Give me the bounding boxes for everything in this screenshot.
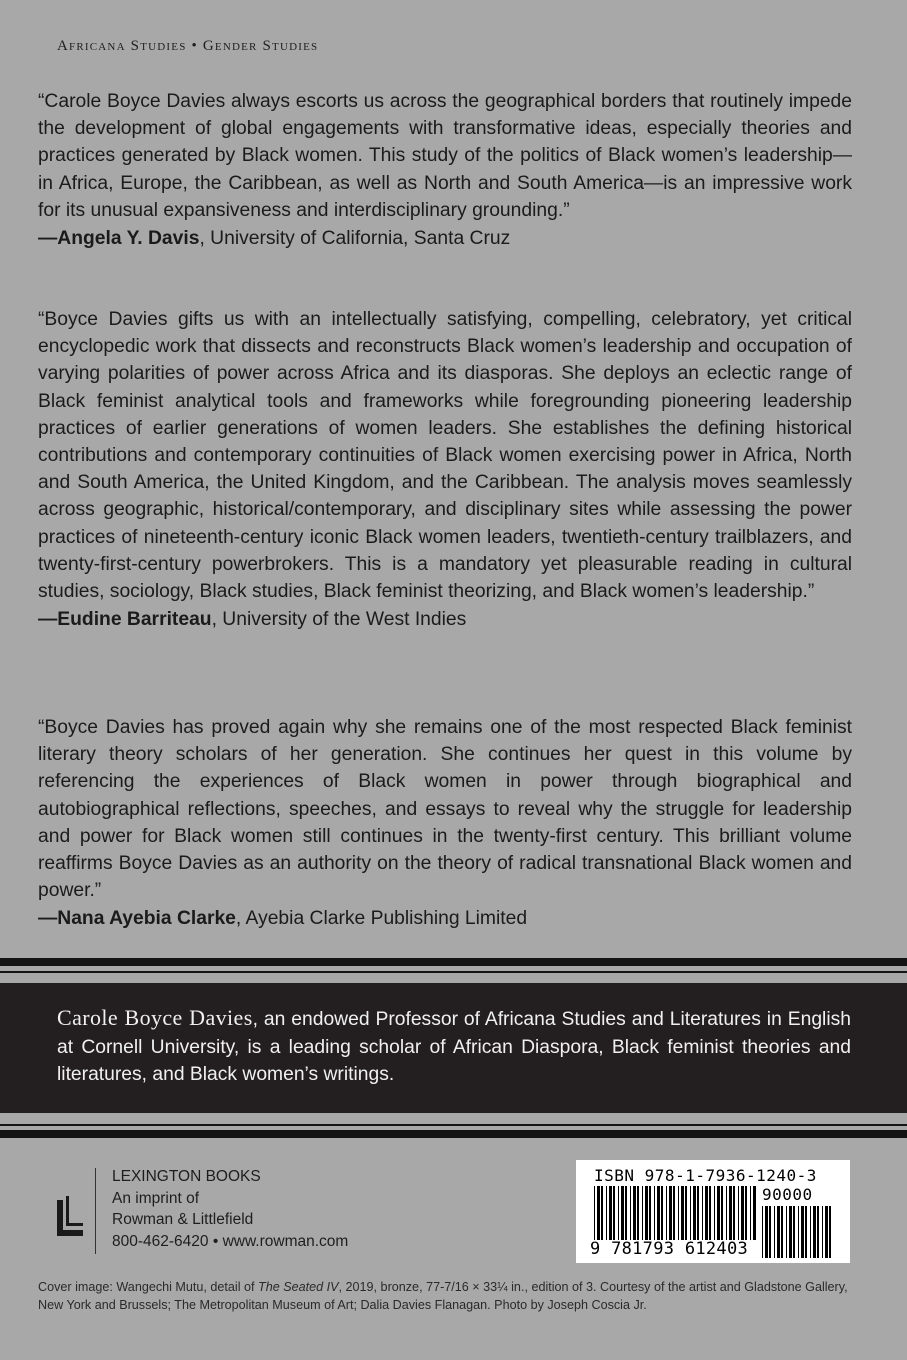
barcode-bar bbox=[666, 1186, 667, 1240]
addon-barcode-bar bbox=[817, 1206, 819, 1258]
author-bio bbox=[57, 1004, 851, 1089]
barcode-bar bbox=[621, 1186, 624, 1240]
blurb-angela-davis bbox=[38, 88, 852, 252]
barcode-bar bbox=[642, 1186, 643, 1240]
addon-barcode-bar bbox=[793, 1206, 795, 1258]
barcode-bar bbox=[709, 1186, 711, 1240]
blurb-text: “Carole Boyce Davies always escorts us across the geographical borders that routinely impede the development of global engagements with transformative ideas, especially theories and practices generated by Black women. This study of the politics of Black women’s leadership—in Africa, Europe, the Caribbean, as well as North and South America—is an impressive work for its unusual expansiveness and interdisciplinary grounding.” bbox=[38, 91, 852, 221]
ean-digits: 9 781793 612403 bbox=[590, 1239, 749, 1259]
barcode-bar bbox=[645, 1186, 648, 1240]
addon-barcode-bar bbox=[825, 1206, 828, 1258]
credit-artwork-title: The Seated IV bbox=[258, 1280, 339, 1294]
barcode-bar bbox=[717, 1186, 720, 1240]
addon-barcode-bar bbox=[805, 1206, 807, 1258]
barcode-bar bbox=[609, 1186, 612, 1240]
barcode-bar bbox=[625, 1186, 627, 1240]
addon-barcode-bar bbox=[781, 1206, 783, 1258]
barcode-bar bbox=[729, 1186, 732, 1240]
barcode-bar bbox=[601, 1186, 603, 1240]
barcode-bar bbox=[705, 1186, 708, 1240]
isbn-barcode bbox=[576, 1160, 850, 1263]
barcode-bar bbox=[669, 1186, 672, 1240]
blurb-eudine-barriteau bbox=[38, 306, 852, 633]
attribution-name: —Nana Ayebia Clarke bbox=[38, 908, 236, 930]
barcode-bar bbox=[693, 1186, 696, 1240]
barcode-bar bbox=[741, 1186, 744, 1240]
publisher-parent: Rowman & Littlefield bbox=[112, 1211, 254, 1228]
barcode-bar bbox=[594, 1186, 595, 1240]
addon-barcode-bar bbox=[786, 1206, 787, 1258]
blurb-attribution bbox=[38, 905, 852, 932]
barcode-bar bbox=[721, 1186, 723, 1240]
barcode-bar bbox=[745, 1186, 747, 1240]
barcode-bar bbox=[649, 1186, 651, 1240]
ean-barcode-bars bbox=[594, 1186, 758, 1240]
publisher-name: LEXINGTON BOOKS bbox=[112, 1168, 261, 1185]
credit-suffix: , 2019, bronze, 77-7/16 × 33¼ in., edition of 3. Courtesy of the artist and Gladstone Gallery, New York and Brussels; The Metropolitan Museum of Art; Dalia Davies Flanagan. Photo by Joseph Coscia Jr. bbox=[38, 1280, 848, 1312]
attribution-affiliation: , University of the West Indies bbox=[211, 609, 467, 631]
barcode-bar bbox=[753, 1186, 756, 1240]
barcode-bar bbox=[618, 1186, 619, 1240]
barcode-bar bbox=[681, 1186, 684, 1240]
addon-barcode-bars bbox=[762, 1206, 832, 1258]
barcode-bar bbox=[633, 1186, 636, 1240]
addon-barcode-bar bbox=[829, 1206, 831, 1258]
addon-barcode-bar bbox=[762, 1206, 763, 1258]
addon-barcode-bar bbox=[777, 1206, 780, 1258]
addon-barcode-bar bbox=[774, 1206, 775, 1258]
category-line: Africana Studies • Gender Studies bbox=[57, 38, 319, 54]
isbn-number: ISBN 978-1-7936-1240-3 bbox=[594, 1166, 817, 1185]
barcode-bar bbox=[750, 1186, 751, 1240]
barcode-bar bbox=[678, 1186, 679, 1240]
publisher-contact: 800-462-6420 • www.rowman.com bbox=[112, 1232, 349, 1250]
barcode-bar bbox=[661, 1186, 663, 1240]
addon-barcode-bar bbox=[798, 1206, 799, 1258]
barcode-bar bbox=[606, 1186, 607, 1240]
attribution-affiliation: , University of California, Santa Cruz bbox=[199, 228, 511, 250]
barcode-bar bbox=[657, 1186, 660, 1240]
barcode-bar bbox=[714, 1186, 715, 1240]
blurb-attribution bbox=[38, 225, 852, 252]
barcode-bar bbox=[690, 1186, 691, 1240]
cover-image-credit bbox=[38, 1279, 858, 1314]
barcode-bar bbox=[685, 1186, 687, 1240]
barcode-bar bbox=[733, 1186, 735, 1240]
attribution-name: —Eudine Barriteau bbox=[38, 609, 212, 631]
credit-prefix: Cover image: Wangechi Mutu, detail of bbox=[38, 1280, 259, 1294]
author-bio-band bbox=[0, 983, 907, 1113]
barcode-bar bbox=[654, 1186, 655, 1240]
barcode-bar bbox=[702, 1186, 703, 1240]
price-code: 90000 bbox=[762, 1185, 813, 1204]
addon-barcode-bar bbox=[810, 1206, 811, 1258]
barcode-bar bbox=[637, 1186, 639, 1240]
publisher-divider bbox=[95, 1168, 96, 1254]
author-bio-text: , an endowed Professor of Africana Studies and Literatures in English at Cornell University, is a leading scholar of African Diaspora, Black feminist theories and literatures, and Black women’s writings. bbox=[57, 1009, 851, 1085]
barcode-bar bbox=[613, 1186, 615, 1240]
publisher-imprint-line: An imprint of bbox=[112, 1189, 200, 1207]
blurb-text: “Boyce Davies gifts us with an intellectually satisfying, compelling, celebratory, yet critical encyclopedic work that dissects and reconstructs Black women’s leadership and occupation of varying polarities of power across Africa and its diasporas. She deploys an eclectic range of Black feminist analytical tools and frameworks while foregrounding pioneering leadership practices of earlier generations of women leaders. She establishes the defining historical contributions and contemporary continuities of Black women exercising power in Africa, North and South America, the United Kingdom, and the Caribbean. The analysis moves seamlessly across geographic, historical/contemporary, and disciplinary sites while assessing the power practices of nineteenth-century iconic Black women leaders, twentieth-century trailblazers, and twenty-first-century powerbrokers. This is a mandatory yet pleasurable reading in cultural studies, sociology, Black studies, Black feminist theorizing, and Black women’s leadership.” bbox=[38, 309, 852, 603]
addon-barcode-bar bbox=[813, 1206, 816, 1258]
barcode-bar bbox=[738, 1186, 739, 1240]
author-name: Carole Boyce Davies bbox=[57, 1005, 253, 1030]
addon-barcode-bar bbox=[765, 1206, 768, 1258]
attribution-affiliation: , Ayebia Clarke Publishing Limited bbox=[235, 908, 528, 930]
barcode-bar bbox=[673, 1186, 675, 1240]
barcode-bar bbox=[726, 1186, 727, 1240]
addon-barcode-bar bbox=[822, 1206, 823, 1258]
addon-barcode-bar bbox=[801, 1206, 804, 1258]
top-double-rule bbox=[0, 958, 907, 978]
attribution-name: —Angela Y. Davis bbox=[38, 228, 200, 250]
addon-barcode-bar bbox=[789, 1206, 792, 1258]
lexington-logo-icon bbox=[57, 1196, 83, 1236]
barcode-bar bbox=[630, 1186, 631, 1240]
bottom-double-rule bbox=[0, 1124, 907, 1144]
blurb-attribution bbox=[38, 606, 852, 633]
blurb-text: “Boyce Davies has proved again why she remains one of the most respected Black feminist literary theory scholars of her generation. She continues her quest in this volume by referencing the experiences of Black women in power through biographical and autobiographical reflections, speeches, and essays to reveal why the struggle for leadership and power for Black women still continues in the twenty-first century. This brilliant volume reaffirms Boyce Davies as an authority on the theory of radical transnational Black women and power.” bbox=[38, 717, 852, 902]
blurb-nana-ayebia-clarke bbox=[38, 714, 852, 933]
barcode-bar bbox=[597, 1186, 600, 1240]
addon-barcode-bar bbox=[769, 1206, 771, 1258]
barcode-bar bbox=[697, 1186, 699, 1240]
